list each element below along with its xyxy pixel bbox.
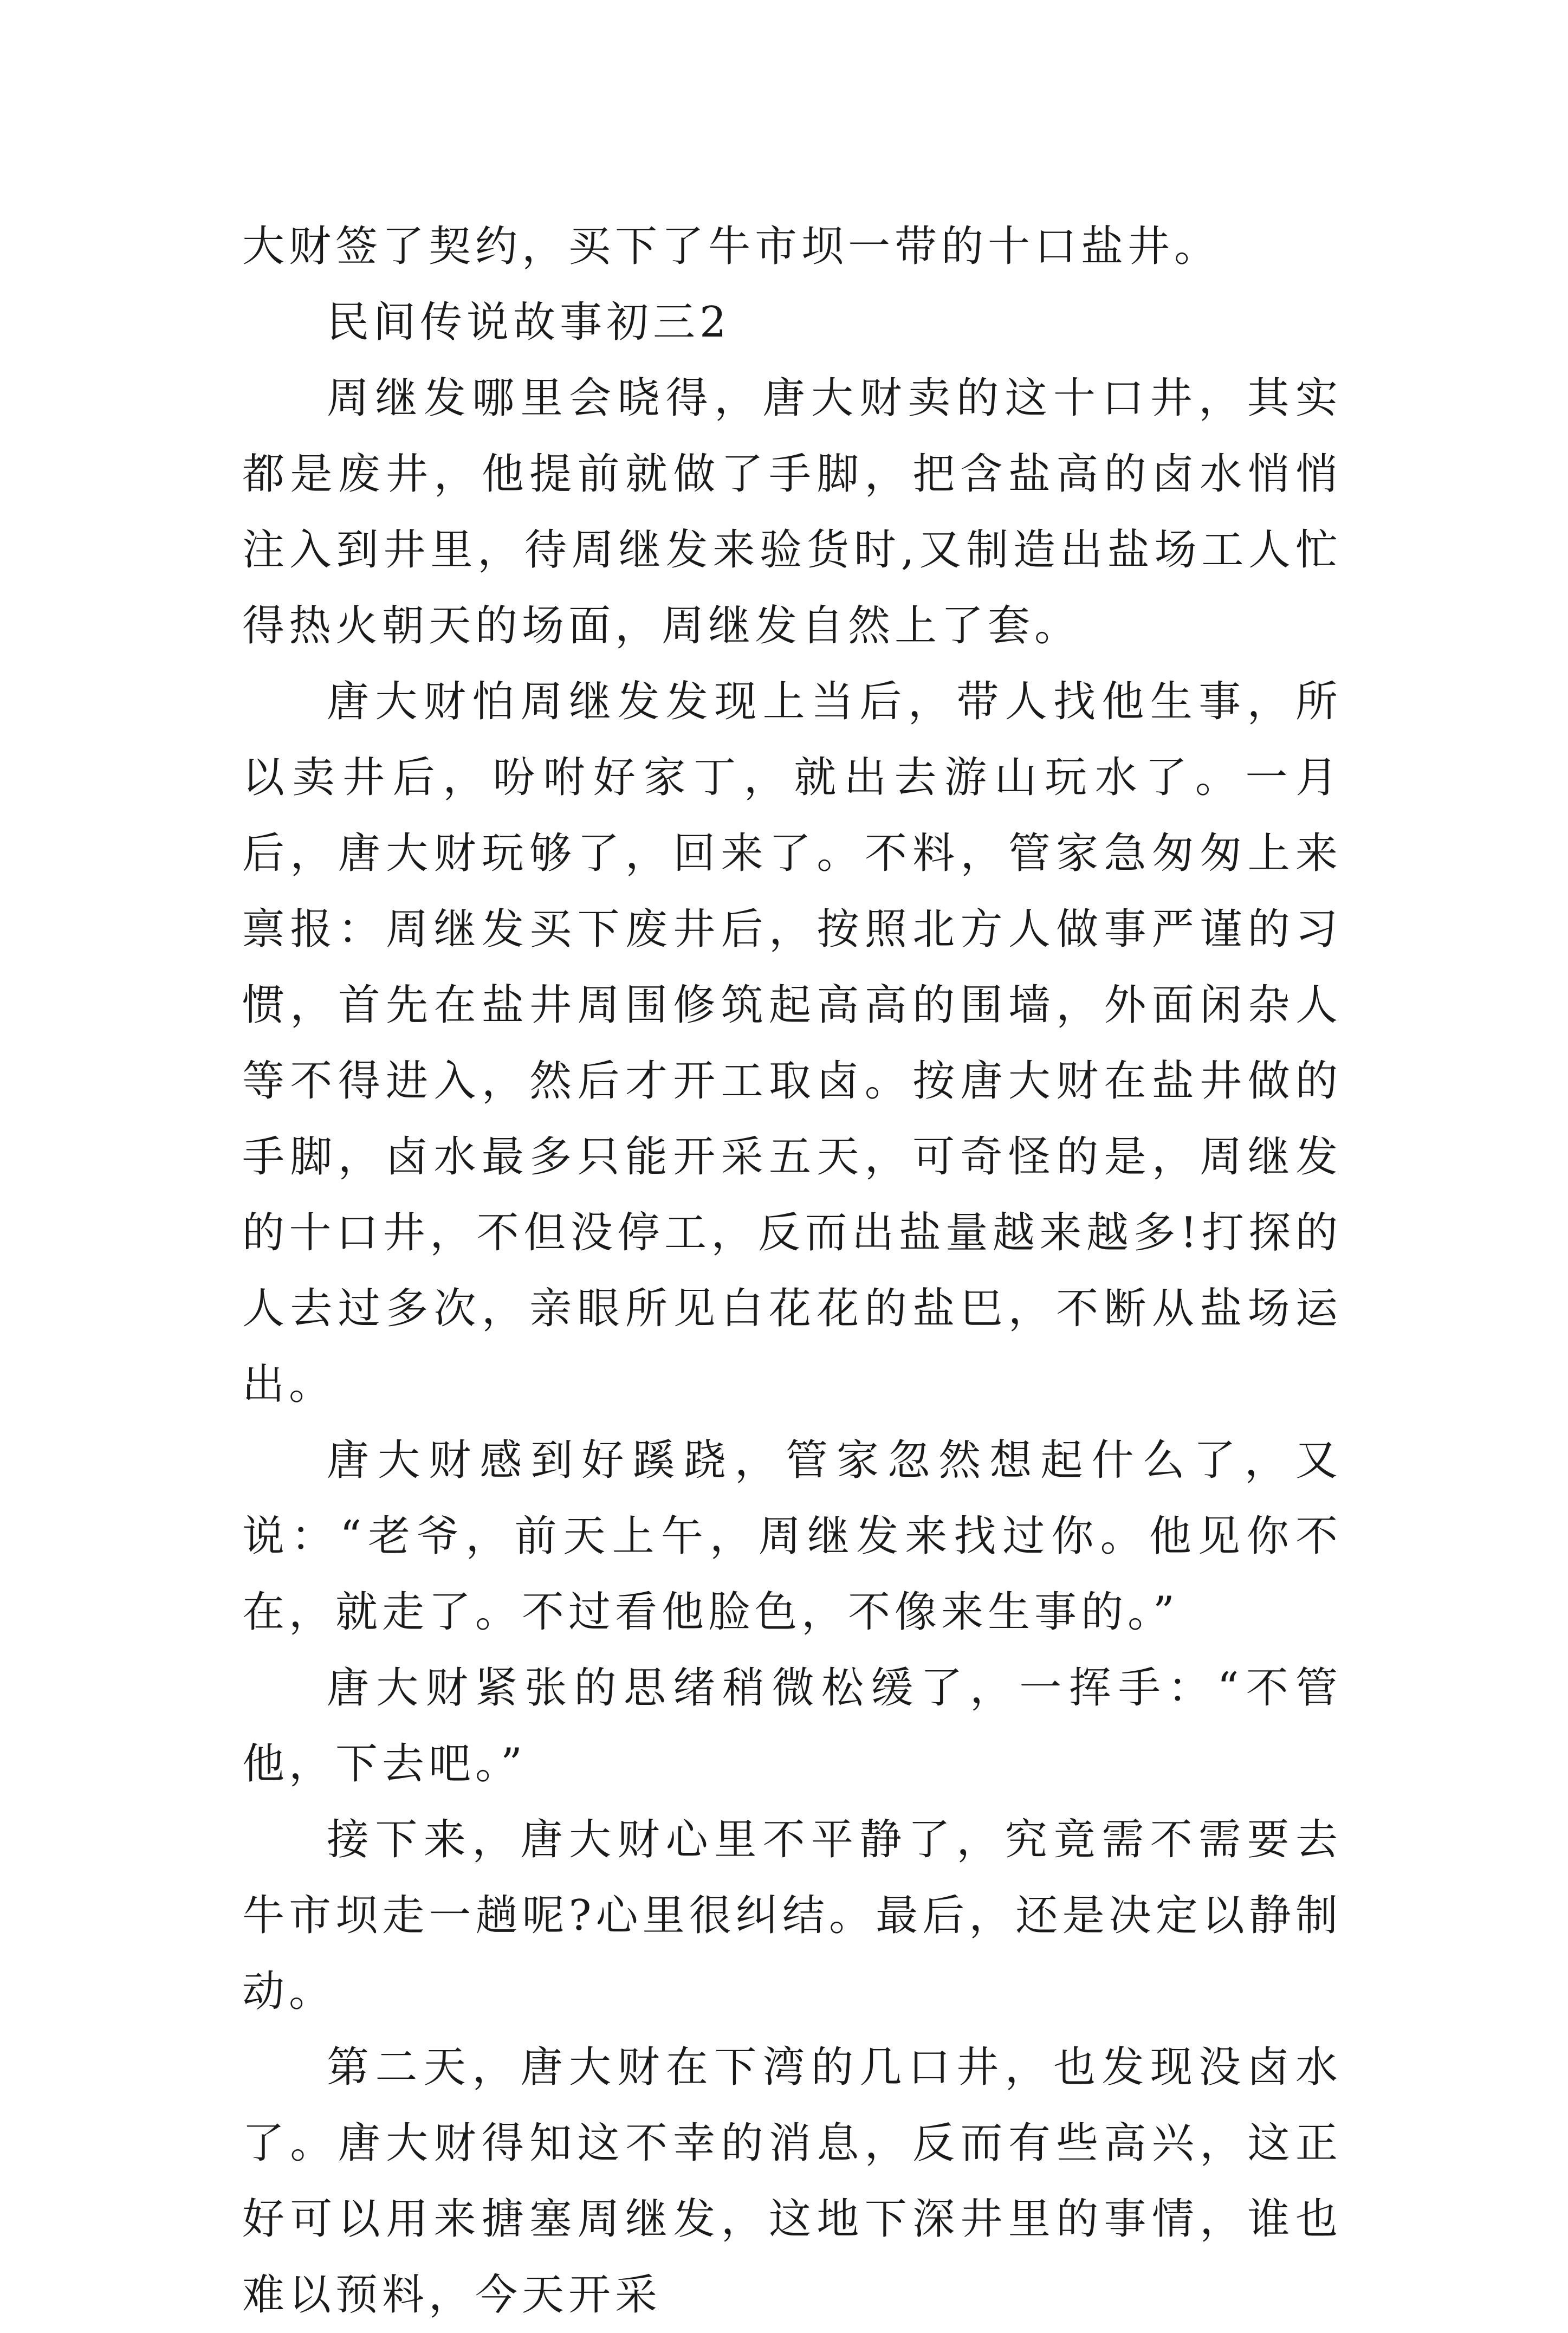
paragraph: 第二天，唐大财在下湾的几口井，也发现没卤水了。唐大财得知这不幸的消息，反而有些高兴，这正好可以用来搪塞周继发，这地下深井里的事情，谁也难以预料，今天开采 [242, 2043, 1342, 2319]
paragraph: 接下来，唐大财心里不平静了，究竟需不需要去牛市坝走一趟呢?心里很纠结。最后，还是决定以静制动。 [242, 1815, 1342, 2016]
section-heading: 民间传说故事初三2 [327, 298, 731, 347]
paragraph-continuation: 大财签了契约，买下了牛市坝一带的十口盐井。 [242, 222, 1221, 271]
paragraph: 周继发哪里会晓得，唐大财卖的这十口井，其实都是废井，他提前就做了手脚，把含盐高的卤水悄悄注入到井里，待周继发来验货时,又制造出盐场工人忙得热火朝天的场面，周继发自然上了套。 [242, 374, 1342, 650]
document-body [242, 209, 1342, 2333]
paragraph: 唐大财紧张的思绪稍微松缓了，一挥手：“不管他，下去吧。” [242, 1664, 1342, 1788]
paragraph: 唐大财感到好蹊跷，管家忽然想起什么了，又说：“老爷，前天上午，周继发来找过你。他见你不在，就走了。不过看他脸色，不像来生事的。” [242, 1436, 1342, 1637]
paragraph: 唐大财怕周继发发现上当后，带人找他生事，所以卖井后，吩咐好家丁，就出去游山玩水了。一月后，唐大财玩够了，回来了。不料，管家急匆匆上来禀报：周继发买下废井后，按照北方人做事严谨的习惯，首先在盐井周围修筑起高高的围墙，外面闲杂人等不得进入，然后才开工取卤。按唐大财在盐井做的手脚，卤水最多只能开采五天，可奇怪的是，周继发的十口井，不但没停工，反而出盐量越来越多!打探的人去过多次，亲眼所见白花花的盐巴，不断从盐场运出。 [242, 677, 1342, 1409]
